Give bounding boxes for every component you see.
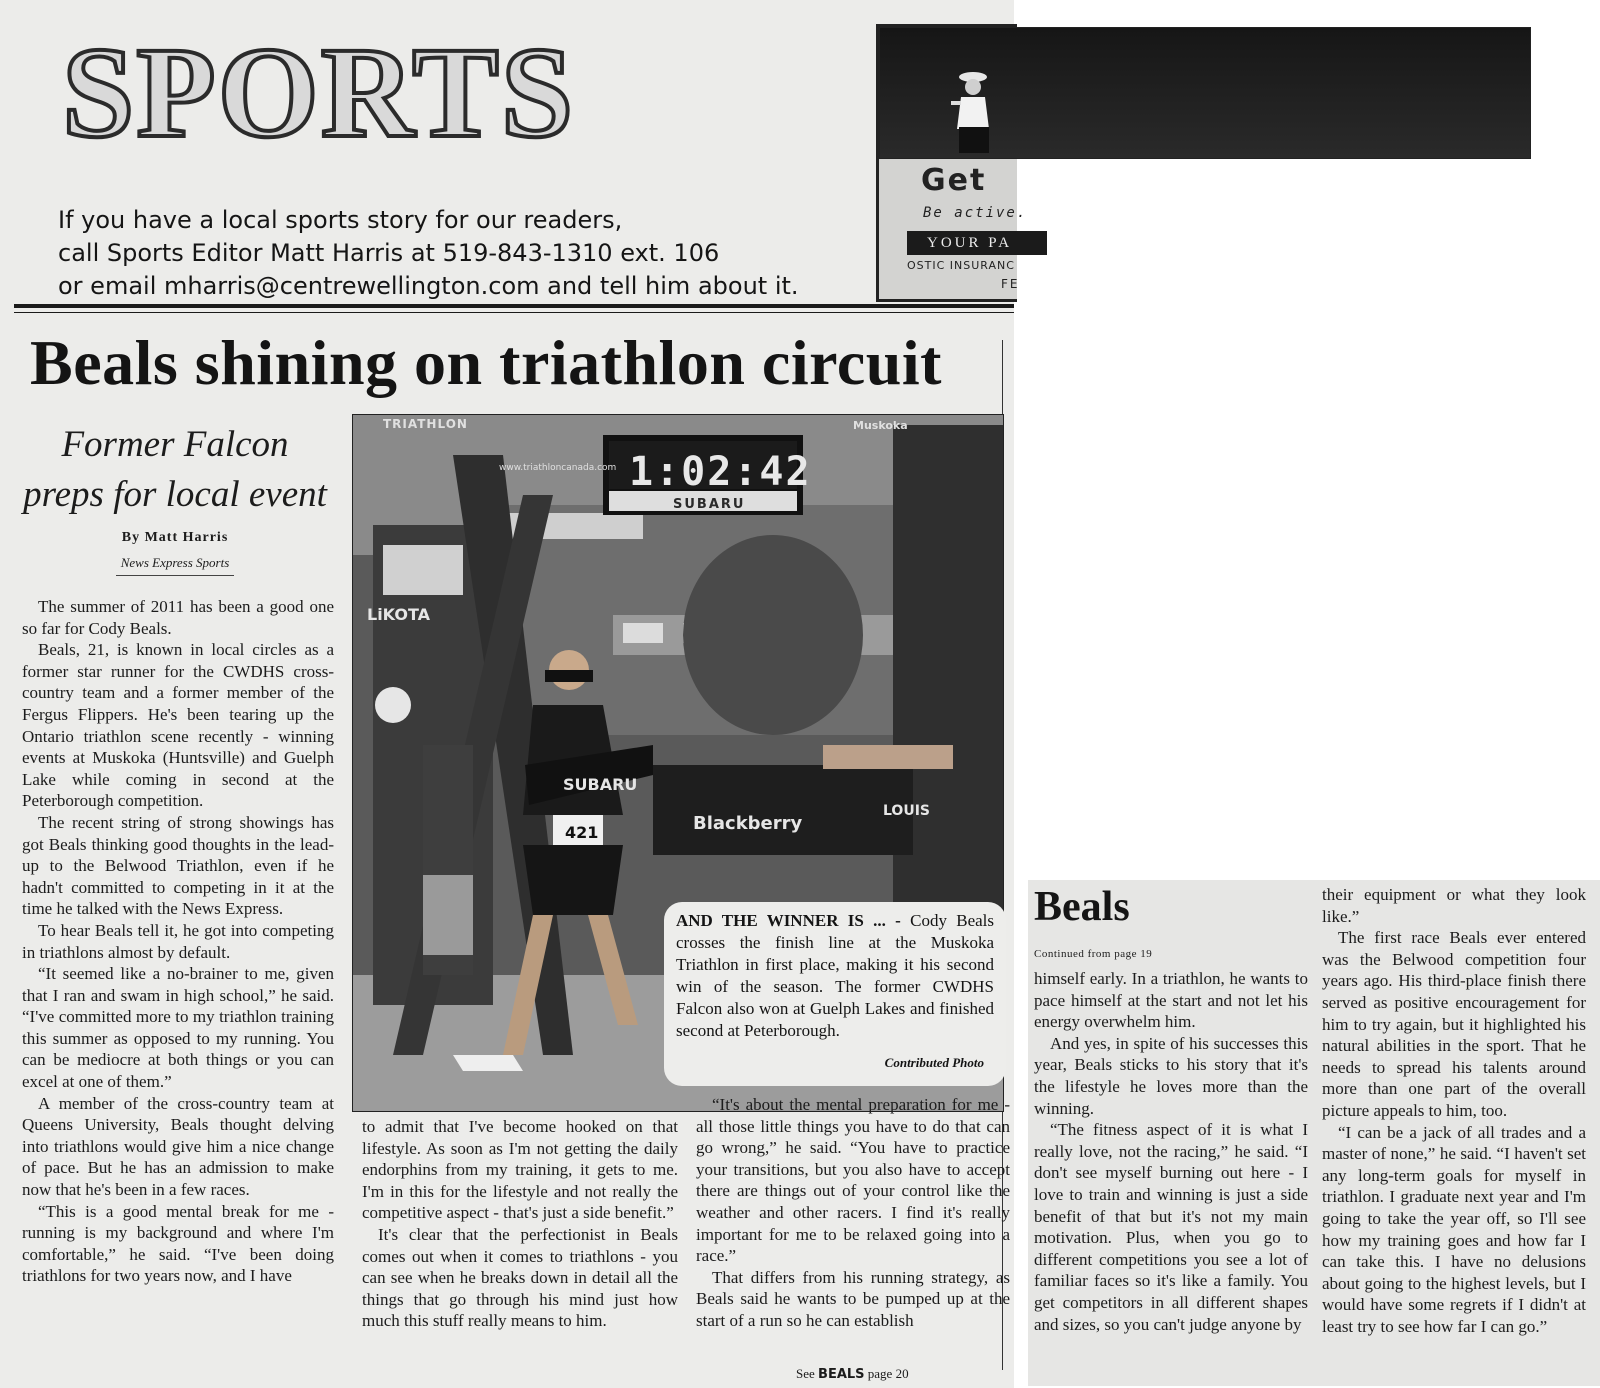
paragraph: their equipment or what they look like.” bbox=[1322, 885, 1586, 926]
contact-line: If you have a local sports story for our readers, bbox=[58, 206, 623, 234]
continuation-heading: Beals bbox=[1034, 884, 1130, 930]
sponsor-sign: Blackberry bbox=[693, 813, 803, 834]
paragraph: To hear Beals tell it, he got into competing in triathlons almost by default. bbox=[22, 920, 334, 962]
banner-text: TRIATHLON bbox=[383, 417, 468, 431]
paragraph: “This is a good mental break for me - running is my background and where I'm comfortable,” he said. “I've been doing triathlons for two years now, and I have bbox=[22, 1201, 334, 1286]
paragraph: “It's about the mental preparation for me - all those little things you have to do that can go wrong,” he said. “You have to practice your transitions, but you also have to accept there are things out of your control like the weather and other racers. I find it's really important for me to be relaxed going into a race.” bbox=[696, 1095, 1010, 1266]
paragraph: That differs from his running strategy, as Beals said he wants to be pumped up at the start of a run so he can establish bbox=[696, 1267, 1010, 1330]
ad-tagline: Be active. bbox=[923, 205, 1028, 221]
race-clock: 1:02:42 bbox=[629, 449, 812, 495]
deck-line: Former Falcon bbox=[61, 424, 289, 465]
jump-line bbox=[796, 1366, 909, 1382]
photo-caption bbox=[664, 902, 1006, 1086]
sponsor-sign: LiKOTA bbox=[367, 605, 431, 624]
contact-line: call Sports Editor Matt Harris at 519-843-1310 ext. 106 bbox=[58, 239, 720, 267]
continuation-column-1 bbox=[1034, 968, 1308, 1335]
banner-url: www.triathloncanada.com bbox=[499, 463, 617, 473]
continued-from: Continued from page 19 bbox=[1034, 948, 1153, 960]
paragraph: The first race Beals ever entered was the Belwood competition four years ago. His third-place finish there served as positive encouragement for him to try again, but it highlighted his natural abilities in the sport. That he needs to spread his talents around more than one part of the overall picture appeals to him, too. bbox=[1322, 928, 1586, 1120]
clock-sponsor: SUBARU bbox=[673, 497, 746, 512]
paragraph: “The fitness aspect of it is what I really love, not the racing,” he said. “I don't see myself burning out here - I love to train and winning is just a side benefit of that but it's not my main motivation. Plus, when you go to different competitions you see a lot of familiar faces so it's like a family. You get competitors in all different shapes and sizes, so you can't judge anyone by bbox=[1034, 1120, 1308, 1334]
woman-figure-icon bbox=[945, 71, 1003, 157]
contact-line: or email mharris@centrewellington.com and tell him about it. bbox=[58, 272, 799, 300]
byline-source: News Express Sports bbox=[120, 555, 230, 570]
paragraph: The summer of 2011 has been a good one so far for Cody Beals. bbox=[22, 597, 334, 638]
article-deck bbox=[14, 420, 336, 520]
sports-contact-info bbox=[58, 204, 799, 303]
ad-headline: Get bbox=[921, 163, 987, 198]
jump-page: page 20 bbox=[867, 1366, 909, 1381]
paragraph: It's clear that the perfectionist in Beals comes out when it comes to triathlons - you can see when he breaks down in detail all the things that go through his mind just how much this stuff really means to him. bbox=[362, 1224, 678, 1331]
article-headline: Beals shining on triathlon circuit bbox=[30, 327, 942, 398]
caption-text: Cody Beals crosses the finish line at the Muskoka Triathlon in first place, making it his second win of the season. The former CWDHS Falcon also won at Guelph Lakes and finished second at Peterborough. bbox=[676, 911, 995, 1040]
paragraph: And yes, in spite of his successes this year, Beals sticks to his story that it's the lifestyle he loves more than the winning. bbox=[1034, 1033, 1308, 1118]
divider bbox=[14, 304, 1014, 308]
continuation-column-2 bbox=[1322, 884, 1586, 1337]
article-column-1 bbox=[22, 596, 334, 1287]
paragraph: “I can be a jack of all trades and a master of none,” he said. “I haven't set any long-term goals for myself in triathlon. I graduate next year and I'm going to take the year off, so I'll see how my training goes and how far I can take this. I have no delusions about going to the highest levels, but I would have some regrets if I didn't at least try to see how far I can go.” bbox=[1322, 1122, 1586, 1336]
race-bib: 421 bbox=[565, 823, 599, 842]
banner-text: Muskoka bbox=[853, 419, 908, 432]
sponsor-sign: LOUIS bbox=[883, 803, 930, 819]
ad-sponsor-line: OSTIC INSURANC bbox=[907, 259, 1015, 272]
jump-see: See bbox=[796, 1366, 815, 1381]
article-column-3 bbox=[696, 1094, 1010, 1332]
paragraph: himself early. In a triathlon, he wants to pace himself at the start and not let his energy overwhelm him. bbox=[1034, 969, 1308, 1032]
paragraph: A member of the cross-country team at Queens University, Beals thought delving into triathlons would give him a nice change of pace. But he has an admission to make now that he's been in a few races. bbox=[22, 1093, 334, 1200]
byline: By Matt Harris bbox=[121, 530, 229, 545]
section-title: SPORTS bbox=[62, 21, 576, 165]
paragraph: to admit that I've become hooked on that lifestyle. As soon as I'm not getting the daily endorphins from my training, it gets to me. I'm in this for the lifestyle and not really the competitive aspect - that's just a side benefit.” bbox=[362, 1117, 678, 1223]
caption-lead: AND THE WINNER IS ... - bbox=[676, 911, 901, 930]
paragraph: “It seemed like a no-brainer to me, given that I ran and swam in high school,” he said. “I've committed more to my triathlon training this summer as opposed to my running. You can be mediocre at both things or you can excel at one of them.” bbox=[22, 964, 334, 1092]
paragraph: The recent string of strong showings has got Beals thinking good thoughts in the lead-up to the Belwood Triathlon, even if he hadn't committed to competing in it at the time he talked with the News Express. bbox=[22, 812, 334, 919]
paragraph: Beals, 21, is known in local circles as a former star runner for the CWDHS cross-country team and a former member of the Fergus Flippers. He's been tearing up the Ontario triathlon scene recently - winning events at Muskoka (Huntsville) and Guelph Lake while coming in second at the Peterborough competition. bbox=[22, 640, 334, 811]
ad-banner: YOUR PA bbox=[907, 231, 1047, 255]
divider bbox=[116, 575, 234, 576]
jump-word: BEALS bbox=[818, 1367, 865, 1382]
finish-tape-text: SUBARU bbox=[563, 775, 638, 794]
deck-line: preps for local event bbox=[23, 474, 327, 515]
advertisement bbox=[876, 24, 1028, 302]
divider bbox=[14, 312, 1014, 313]
article-column-2 bbox=[362, 1116, 678, 1332]
photo-credit: Contributed Photo bbox=[884, 1055, 984, 1070]
ad-footer: FE bbox=[1001, 277, 1020, 291]
